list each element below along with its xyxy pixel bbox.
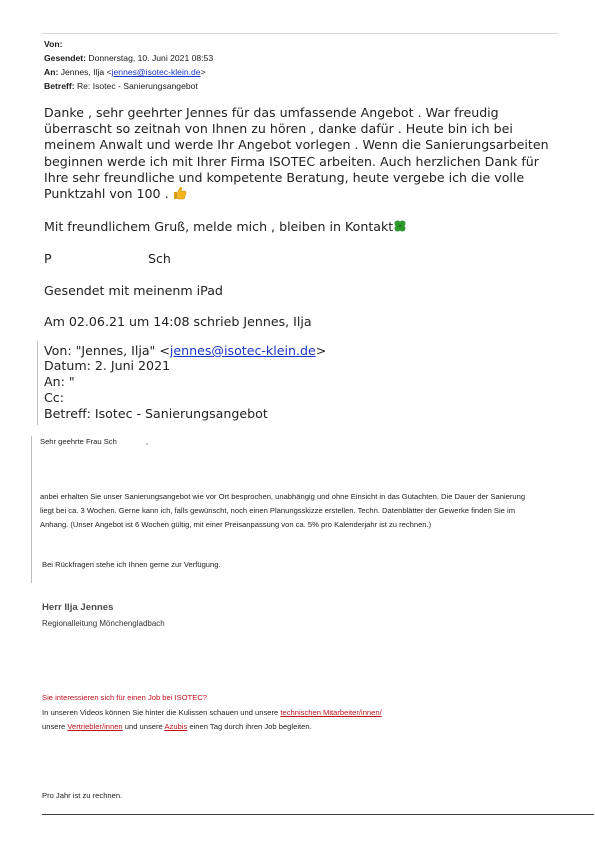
jobs-line-1: In unseren Videos können Sie hinter die Kulissen schauen und unsere technischen Mitarbeiter/innen/ <box>42 708 382 717</box>
header-betreff: Betreff: Re: Isotec - Sanierungsangebot <box>44 81 198 91</box>
header-an: An: Jennes, Ilja <jennes@isotec-klein.de> <box>44 67 206 77</box>
four-leaf-clover-icon <box>393 219 407 235</box>
header-von: Von: <box>44 39 63 49</box>
thumbs-up-icon <box>173 186 187 202</box>
quoted-von-email-link[interactable]: jennes@isotec-klein.de <box>169 343 316 358</box>
signature-role: Regionalleitung Mönchengladbach <box>42 619 165 628</box>
jobs-headline: Sie interessieren sich für einen Job bei ISOTEC? <box>42 693 208 702</box>
quote-intro: Am 02.06.21 um 14:08 schrieb Jennes, Ilja <box>44 314 312 329</box>
top-divider <box>42 33 558 34</box>
footer-text: Pro Jahr ist zu rechnen. <box>42 791 123 800</box>
reply-greeting: Mit freundlichem Gruß, melde mich , bleiben in Kontakt <box>44 219 407 235</box>
quote-bar <box>37 341 38 425</box>
jobs-line-2: unsere Vertriebler/innen und unsere Azubis einen Tag durch ihren Job begleiten. <box>42 722 312 731</box>
quoted-von: Von: "Jennes, Ilja" <jennes@isotec-klein.de> <box>44 343 327 358</box>
jobs-link-technical-staff[interactable]: technischen Mitarbeiter/innen/ <box>280 708 382 717</box>
bottom-divider <box>42 814 594 815</box>
header-an-email-link[interactable]: jennes@isotec-klein.de <box>111 67 201 77</box>
header-gesendet: Gesendet: Donnerstag, 10. Juni 2021 08:53 <box>44 53 214 63</box>
signature-name: Herr Ilja Jennes <box>42 602 114 613</box>
quoted-datum: Datum: 2. Juni 2021 <box>44 358 171 373</box>
quoted-an: An: " <box>44 374 75 389</box>
quote-bar-inner <box>31 436 32 583</box>
sender-initial: P <box>44 251 52 266</box>
jobs-link-trainees[interactable]: Azubis <box>164 722 188 731</box>
original-salutation: Sehr geehrte Frau Sch , <box>40 437 148 446</box>
jobs-link-sales-staff[interactable]: Vertriebler/innen <box>67 722 123 731</box>
quoted-cc: Cc: <box>44 390 64 405</box>
quoted-betreff: Betreff: Isotec - Sanierungsangebot <box>44 406 268 421</box>
sender-surname: Sch <box>148 251 171 266</box>
sent-from-line: Gesendet mit meinenm iPad <box>44 283 223 298</box>
original-questions: Bei Rückfragen stehe ich Ihnen gerne zur Verfügung. <box>42 560 221 569</box>
original-paragraph: anbei erhalten Sie unser Sanierungsangebot wie vor Ort besprochen, unabhängig und ohne Einsicht in das Gutachten. Die Dauer der Sanierung liegt bei ca. 3 Wochen. Gerne kann ich, falls gewünscht, noch einen Planungsskizze erstellen. Techn. Datenblätter der Gewerke finden Sie im Anhang. (Unser Angebot ist 6 Wochen gültig, mit einer Preisanpassung von ca. 5% pro Kalenderjahr ist zu rechnen.) <box>40 492 526 529</box>
reply-paragraph: Danke , sehr geehrter Jennes für das umfassende Angebot . War freudig überrascht so zeitnah von Ihnen zu hören , danke dafür . Heute bin ich bei meinem Anwalt und werde Ihr Angebot vorlegen . Wenn die Sanierungsarbeiten beginnen werde ich mit Ihrer Firma ISOTEC arbeiten. Auch herzlichen Dank für Ihre sehr freundliche und kompetente Beratung, heute vergebe ich die volle Punktzahl von 100 . <box>44 105 549 202</box>
